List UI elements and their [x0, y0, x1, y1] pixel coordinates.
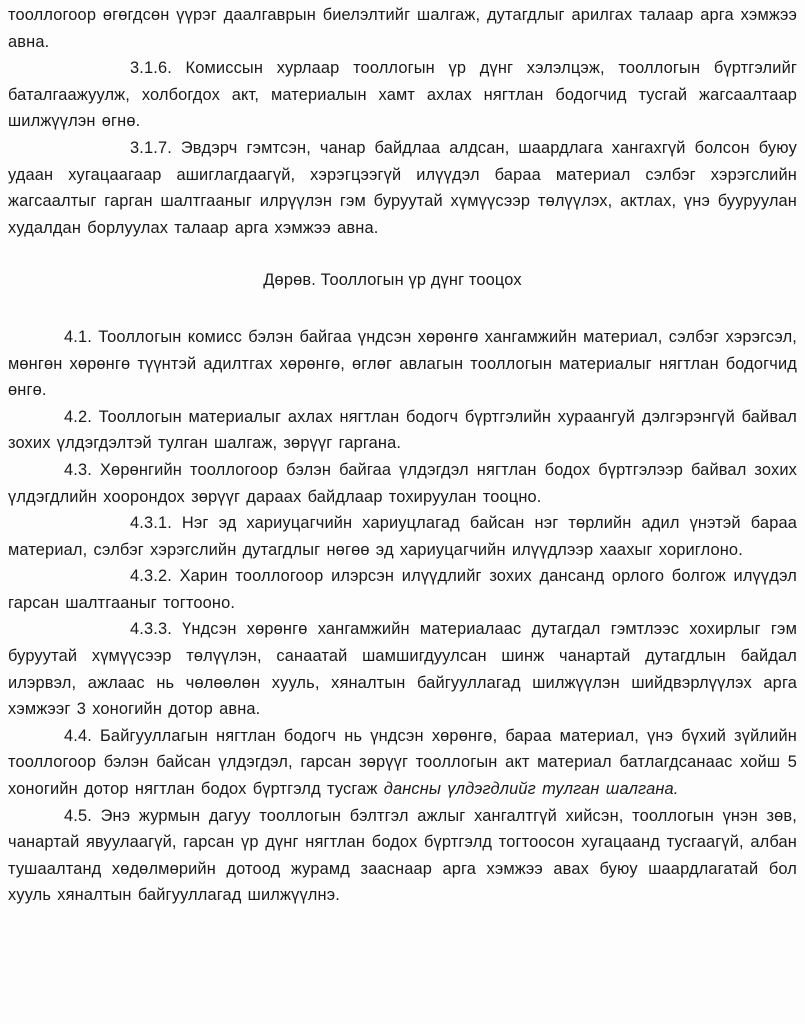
paragraph-4-3-1: 4.3.1. Нэг эд хариуцагчийн хариуцлагад байсан нэг төрлийн адил үнэтэй бараа материал, сэлбэг хэрэгслийн дутагдлыг нөгөө эд хариуцагчийн илүүдлээр хаахыг хориглоно.	[8, 514, 797, 559]
paragraph-intro: тооллогоор өгөгдсөн үүрэг даалгаврын биелэлтийг шалгаж, дутагдлыг арилгах талаар арга хэмжээ авна.	[8, 6, 797, 51]
paragraph-4-5: 4.5. Энэ журмын дагуу тооллогын бэлтгэл ажлыг хангалтгүй хийсэн, тооллогын үнэн зөв, чанартай явуулаагүй, гарсан үр дүнг нягтлан бодох бүртгэлд тогтоосон хугацаанд тусгаагүй, албан тушаалтанд хөдөлмөрийн дотоод журамд зааснаар арга хэмжээ авах буюу шаардлагатай бол хууль хяналтын байгууллагад шилжүүлнэ.	[8, 806, 797, 905]
paragraph-4-3-3: 4.3.3. Үндсэн хөрөнгө хангамжийн материалаас дутагдал гэмтлээс хохирлыг гэм буруутай хүмүүсээр төлүүлэн, санаатай шамшигдуулсан шинж чанартай дутагдлын байдал илэрвэл, ажлаас нь чөлөөлөн хууль, хяналтын байгууллагад шилжүүлэн шийдвэрлүүлэх арга хэмжээг 3 хоногийн дотор авна.	[8, 620, 797, 719]
paragraph-4-2: 4.2. Тооллогын материалыг ахлах нягтлан бодогч бүртгэлийн хураангуй дэлгэрэнгүй байвал зохих үлдэгдэлтэй тулган шалгаж, зөрүүг гаргана.	[8, 407, 797, 453]
paragraph-3-1-7: 3.1.7. Эвдэрч гэмтсэн, чанар байдлаа алдсан, шаардлага хангахгүй болсон буюу удаан хугацаагаар ашиглагдаагүй, хэрэгцээгүй илүүдэл бараа материал сэлбэг хэрэгслийн жагсаалтыг гарган шалтгааныг илрүүлэн гэм буруутай хүмүүсээр төлүүлэх, актлах, үнэ бууруулан худалдан борлуулах талаар арга хэмжээ авна.	[8, 138, 797, 237]
paragraph-4-3-2: 4.3.2. Харин тооллогоор илэрсэн илүүдлийг зохих дансанд орлого болгож илүүдэл гарсан шалтгааныг тогтооно.	[8, 567, 797, 612]
paragraph-3-1-6: 3.1.6. Комиссын хурлаар тооллогын үр дүнг хэлэлцэж, тооллогын бүртгэлийг баталгаажуулж, холбогдох акт, материалын хамт ахлах нягтлан бодогчид тусгай жагсаалтаар шилжүүлэн өгнө.	[8, 59, 797, 131]
paragraph-4-4-text: 4.4. Байгууллагын нягтлан бодогч нь үндсэн хөрөнгө, бараа материал, үнэ бүхий зүйлийн тооллогоор бэлэн байсан үлдэгдэл, гарсан зөрүүг тооллогын акт материал батлагдсанаас хойш 5 хоногийн дотор нягтлан бодох бүртгэлд тусгаж	[8, 726, 797, 799]
paragraph-4-4-italic-tail: дансны үлдэгдлийг тулган шалгана.	[383, 780, 679, 799]
paragraph-4-3: 4.3. Хөрөнгийн тооллогоор бэлэн байгаа үлдэгдэл нягтлан бодох бүртгэлээр байвал зохих үлдэгдлийн хоорондох зөрүүг дараах байдлаар тохируулан тооцно.	[8, 460, 797, 506]
section-heading: Дөрөв. Тооллогын үр дүнг тооцох	[263, 271, 522, 290]
paragraph-4-1: 4.1. Тооллогын комисс бэлэн байгаа үндсэн хөрөнгө хангамжийн материал, сэлбэг хэрэгсэл, мөнгөн хөрөнгө түүнтэй адилтгах хөрөнгө, өглөг авлагын тооллогын материалыг нягтлан бодогчид өнгө.	[8, 327, 797, 400]
paragraph-4-4	[8, 723, 797, 803]
